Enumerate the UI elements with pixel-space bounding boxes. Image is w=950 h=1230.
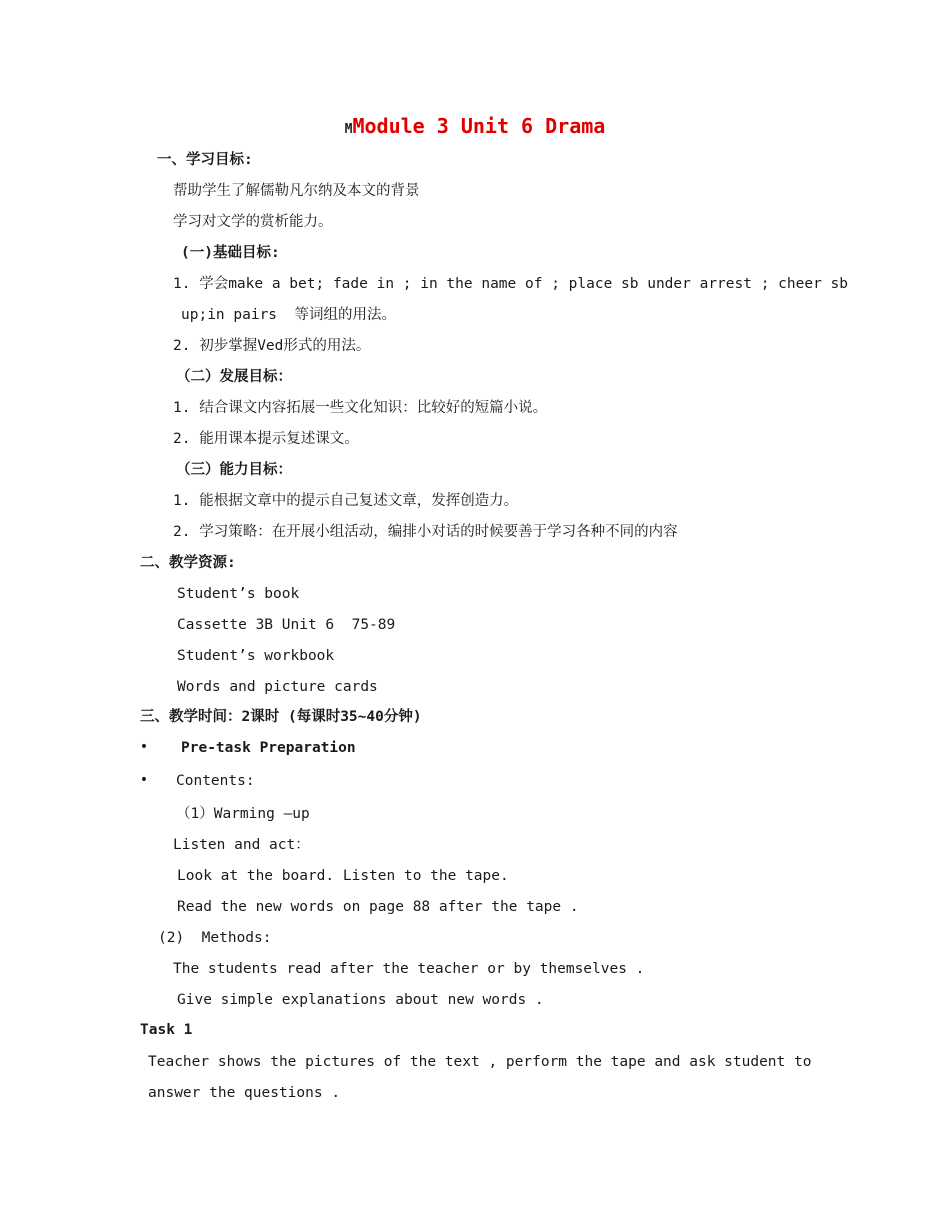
- basic-item-2: 2. 初步掌握Ved形式的用法。: [173, 338, 371, 354]
- methods-heading: (2) Methods:: [158, 930, 272, 946]
- task-line-1: Teacher shows the pictures of the text , perform the tape and ask student to: [148, 1054, 812, 1070]
- bullet-contents: Contents:: [176, 773, 255, 789]
- ability-item-2: 2. 学习策略：在开展小组活动，编排小对话的时候要善于学习各种不同的内容: [173, 524, 678, 540]
- resource-3: Student’s workbook: [177, 648, 335, 664]
- resource-2: Cassette 3B Unit 6 75-89: [177, 617, 396, 633]
- method-2: Give simple explanations about new words .: [177, 992, 544, 1008]
- title-prefix: M: [344, 122, 353, 137]
- title-text: Module 3 Unit 6 Drama: [352, 114, 606, 138]
- task-line-2: answer the questions .: [148, 1085, 341, 1101]
- warming-up: （1）Warming –up: [176, 806, 310, 822]
- read-new-words: Read the new words on page 88 after the tape .: [177, 899, 579, 915]
- method-1: The students read after the teacher or by themselves .: [173, 961, 645, 977]
- section-heading-time: 三、教学时间：2课时 (每课时35~40分钟): [140, 709, 422, 725]
- bullet-pretask: Pre-task Preparation: [181, 740, 356, 756]
- bullet-icon: •: [139, 739, 149, 755]
- resource-1: Student’s book: [177, 586, 300, 602]
- subheading-ability: （三）能力目标：: [176, 462, 292, 478]
- dev-item-2: 2. 能用课本提示复述课文。: [173, 431, 359, 447]
- bullet-icon: •: [139, 772, 149, 788]
- goal-line-2: 学习对文学的赏析能力。: [173, 214, 333, 230]
- subheading-development: （二）发展目标：: [176, 369, 292, 385]
- goal-line-1: 帮助学生了解儒勒凡尔纳及本文的背景: [173, 183, 420, 199]
- basic-item-1: 1. 学会make a bet; fade in ; in the name of ; place sb under arrest ; cheer sb: [173, 276, 849, 292]
- section-heading-resources: 二、教学资源:: [140, 555, 236, 571]
- dev-item-1: 1. 结合课文内容拓展一些文化知识：比较好的短篇小说。: [173, 400, 548, 416]
- subheading-basic: (一)基础目标:: [181, 245, 280, 261]
- document-title: [0, 114, 950, 138]
- resource-4: Words and picture cards: [177, 679, 378, 695]
- section-heading-goals: 一、学习目标:: [157, 152, 253, 168]
- listen-and-act: Listen and act：: [173, 837, 310, 853]
- look-at-board: Look at the board. Listen to the tape.: [177, 868, 509, 884]
- ability-item-1: 1. 能根据文章中的提示自己复述文章，发挥创造力。: [173, 493, 519, 509]
- basic-item-1-cont: up;in pairs 等词组的用法。: [181, 307, 396, 323]
- task-heading: Task 1: [140, 1022, 193, 1038]
